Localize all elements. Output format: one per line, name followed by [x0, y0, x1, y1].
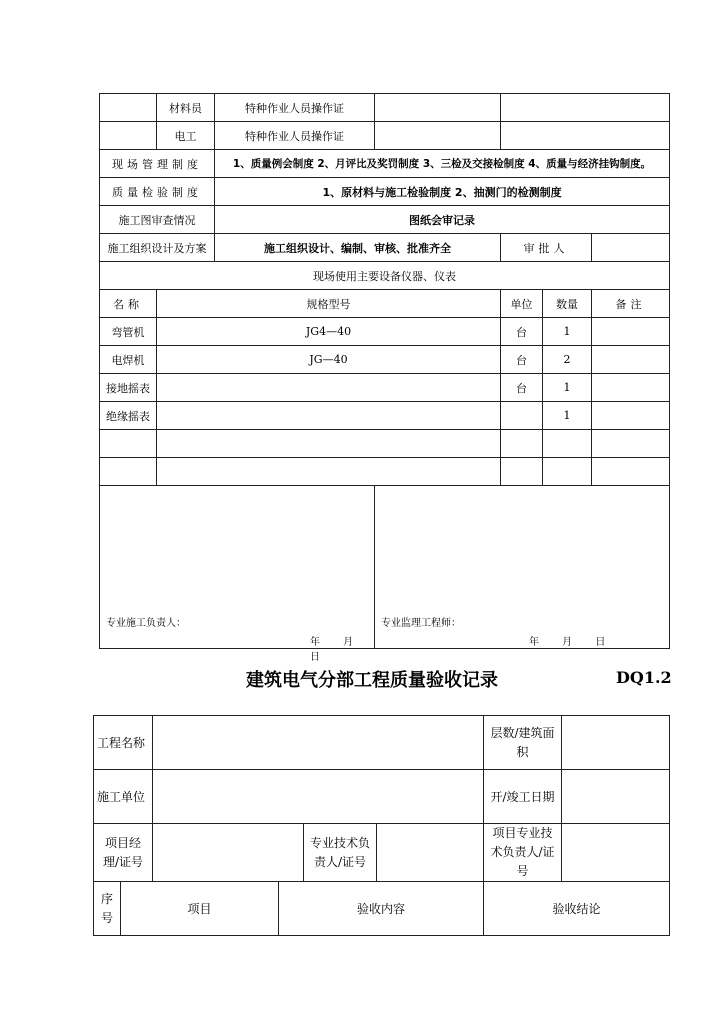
cert-cell: 特种作业人员操作证	[215, 122, 375, 150]
equipment-note	[592, 402, 670, 430]
role-cell: 材料员	[157, 94, 215, 122]
equipment-row	[100, 374, 670, 402]
inspection-row	[100, 178, 670, 206]
supervisor-date: 年 月 日	[529, 637, 606, 648]
project-name-value	[153, 716, 484, 770]
header-unit: 单位	[501, 290, 543, 318]
equipment-row	[100, 318, 670, 346]
inspection-label: 质量检验制度	[100, 178, 215, 206]
equipment-spec	[157, 402, 501, 430]
project-name-label: 工程名称	[94, 716, 153, 770]
form-code: DQ1.2	[616, 668, 672, 687]
equipment-qty: 1	[543, 318, 592, 346]
equipment-spec: JG4—40	[157, 318, 501, 346]
header-row	[94, 882, 670, 936]
blank-cell	[100, 430, 157, 458]
cert-cell: 特种作业人员操作证	[215, 94, 375, 122]
start-end-date-value	[562, 770, 670, 824]
equipment-unit	[501, 402, 543, 430]
seq-no-header: 序号	[94, 882, 121, 936]
quality-management-table	[99, 93, 670, 663]
equipment-unit: 台	[501, 346, 543, 374]
personnel-row	[100, 94, 670, 122]
equipment-row-empty	[100, 458, 670, 486]
equipment-qty: 1	[543, 402, 592, 430]
blank-cell	[501, 122, 670, 150]
item-header: 项目	[121, 882, 279, 936]
equipment-unit: 台	[501, 374, 543, 402]
proj-tech-lead-cert-label: 项目专业技术负责人/证号	[484, 824, 562, 882]
inspection-value: 1、原材料与施工检验制度 2、抽测门的检测制度	[215, 178, 670, 206]
supervisor-signature-cell	[375, 486, 670, 649]
management-value: 1、质量例会制度 2、月评比及奖罚制度 3、三检及交接检制度 4、质量与经济挂钩制度。	[215, 150, 670, 178]
equipment-name: 电焊机	[100, 346, 157, 374]
equipment-name: 弯管机	[100, 318, 157, 346]
blank-cell	[501, 458, 543, 486]
equipment-note	[592, 374, 670, 402]
header-note: 备注	[592, 290, 670, 318]
blank-cell	[592, 430, 670, 458]
contractor-signature-cell	[100, 486, 375, 663]
conclusion-header: 验收结论	[484, 882, 670, 936]
equipment-row	[100, 402, 670, 430]
design-label: 施工组织设计及方案	[100, 234, 215, 262]
blank-cell	[100, 458, 157, 486]
role-cell: 电工	[157, 122, 215, 150]
proj-tech-lead-cert-value	[562, 824, 670, 882]
blank-cell	[501, 430, 543, 458]
floors-area-value	[562, 716, 670, 770]
equipment-note	[592, 318, 670, 346]
blank-cell	[100, 94, 157, 122]
drawing-review-value: 图纸会审记录	[215, 206, 670, 234]
equipment-note	[592, 346, 670, 374]
blank-cell	[375, 122, 501, 150]
blank-cell	[592, 458, 670, 486]
contractor-label: 施工单位	[94, 770, 153, 824]
acceptance-record-table	[93, 715, 670, 936]
signature-row	[100, 486, 670, 649]
approver-value	[592, 234, 670, 262]
equipment-name: 绝缘摇表	[100, 402, 157, 430]
equipment-section-title: 现场使用主要设备仪器、仪表	[100, 262, 670, 290]
equipment-header-row	[100, 290, 670, 318]
header-qty: 数量	[543, 290, 592, 318]
pm-cert-label: 项目经理/证号	[94, 824, 153, 882]
project-row	[94, 716, 670, 770]
contractor-date: 年 月 日	[310, 637, 354, 663]
blank-cell	[375, 94, 501, 122]
equipment-spec	[157, 374, 501, 402]
blank-cell	[501, 94, 670, 122]
equipment-row	[100, 346, 670, 374]
equipment-section-row	[100, 262, 670, 290]
contractor-lead-label: 专业施工负责人：	[106, 618, 186, 629]
header-name: 名称	[100, 290, 157, 318]
blank-cell	[543, 458, 592, 486]
blank-cell	[543, 430, 592, 458]
tech-lead-cert-value	[377, 824, 484, 882]
drawing-review-label: 施工图审查情况	[100, 206, 215, 234]
management-row	[100, 150, 670, 178]
start-end-date-label: 开/竣工日期	[484, 770, 562, 824]
equipment-name: 接地摇表	[100, 374, 157, 402]
personnel-row	[100, 122, 670, 150]
floors-area-label: 层数/建筑面积	[484, 716, 562, 770]
contractor-value	[153, 770, 484, 824]
supervisor-label: 专业监理工程师：	[381, 618, 461, 629]
equipment-spec: JG—40	[157, 346, 501, 374]
blank-cell	[100, 122, 157, 150]
design-value: 施工组织设计、编制、审核、批准齐全	[215, 234, 501, 262]
manager-row	[94, 824, 670, 882]
blank-cell	[157, 458, 501, 486]
drawing-review-row	[100, 206, 670, 234]
tech-lead-cert-label: 专业技术负责人/证号	[304, 824, 377, 882]
management-label: 现场管理制度	[100, 150, 215, 178]
header-spec: 规格型号	[157, 290, 501, 318]
form-title: 建筑电气分部工程质量验收记录	[246, 670, 498, 691]
equipment-row-empty	[100, 430, 670, 458]
equipment-qty: 2	[543, 346, 592, 374]
equipment-qty: 1	[543, 374, 592, 402]
design-row	[100, 234, 670, 262]
approver-label: 审批人	[501, 234, 592, 262]
contractor-row	[94, 770, 670, 824]
equipment-unit: 台	[501, 318, 543, 346]
pm-cert-value	[153, 824, 304, 882]
content-header: 验收内容	[279, 882, 484, 936]
blank-cell	[157, 430, 501, 458]
